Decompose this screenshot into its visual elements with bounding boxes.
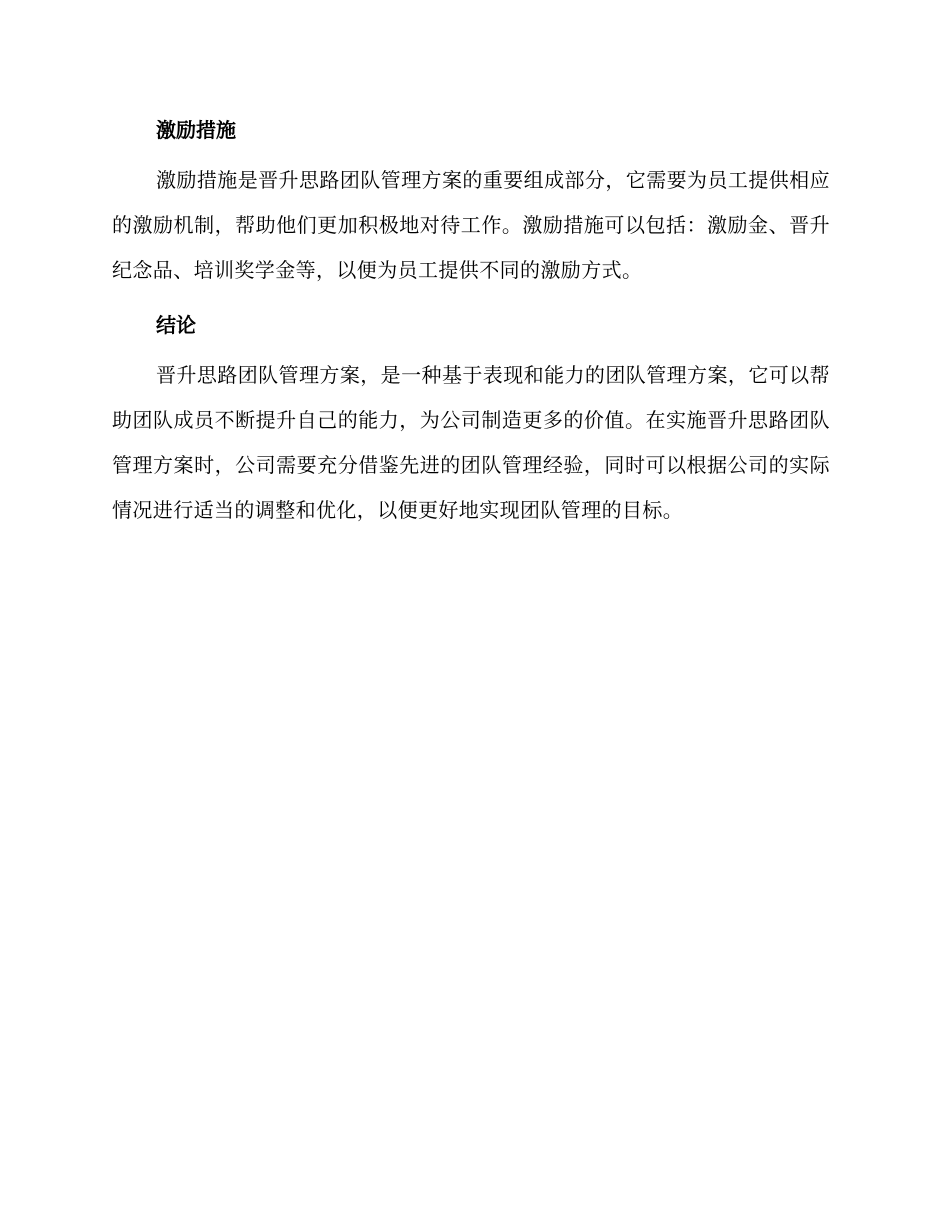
section-paragraph-incentives: 激励措施是晋升思路团队管理方案的重要组成部分，它需要为员工提供相应的激励机制，帮助他们更加积极地对待工作。激励措施可以包括：激励金、晋升纪念品、培训奖学金等，以便为员工提供不同的激励方式。 [112,168,830,282]
section-heading-incentives: 激励措施 [156,118,236,142]
document-page [112,110,830,533]
section-heading-conclusion: 结论 [156,313,196,337]
section-paragraph-conclusion: 晋升思路团队管理方案，是一种基于表现和能力的团队管理方案，它可以帮助团队成员不断提升自己的能力，为公司制造更多的价值。在实施晋升思路团队管理方案时，公司需要充分借鉴先进的团队管理经验，同时可以根据公司的实际情况进行适当的调整和优化，以便更好地实现团队管理的目标。 [112,363,830,522]
